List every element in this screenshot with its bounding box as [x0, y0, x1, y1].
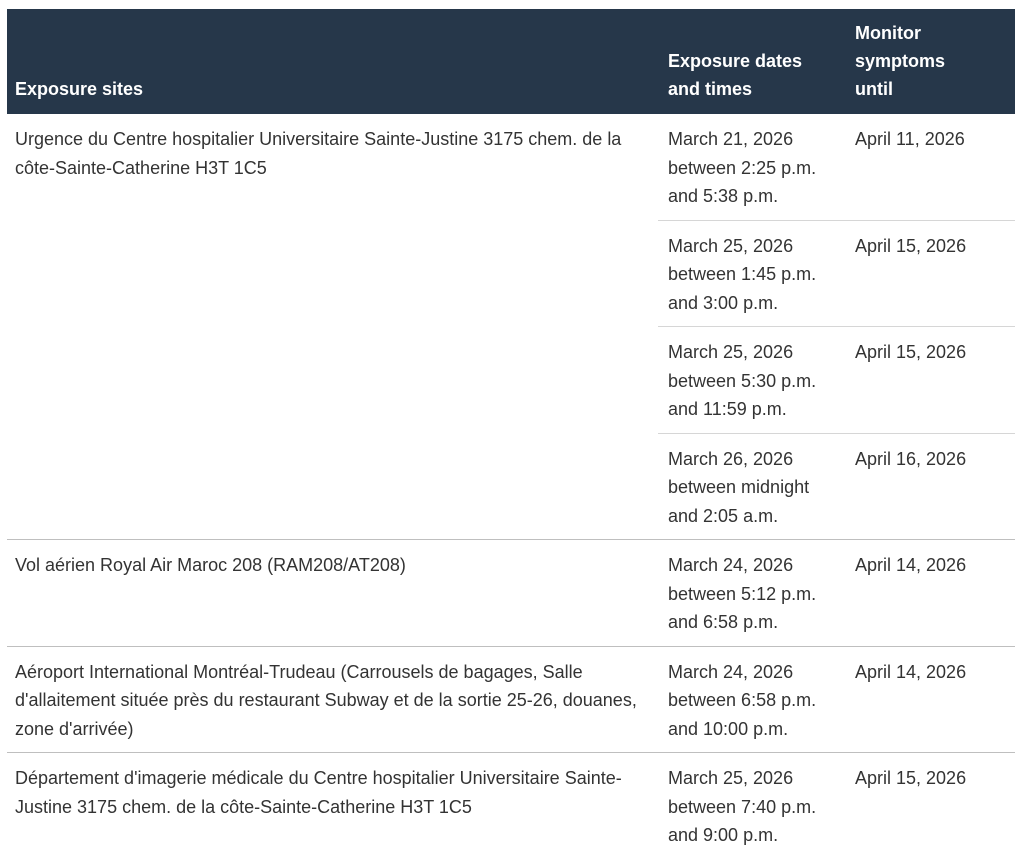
exposure-time-start: between 7:40 p.m.: [668, 796, 817, 817]
exposure-date: March 25, 2026: [668, 768, 794, 788]
header-dates-line-1: Exposure dates: [668, 51, 803, 71]
exposure-time-end: and 9:00 p.m.: [668, 825, 779, 845]
header-monitor-line-3: until: [855, 79, 893, 99]
site-cell: Aéroport International Montréal-Trudeau (Carrousels de bagages, Salle d'allaitement située près du restaurant Subway et de la sortie 25-26, douanes, zone d'arrivée): [7, 646, 658, 753]
site-cell: Urgence du Centre hospitalier Universitaire Sainte-Justine 3175 chem. de la côte-Sainte-Catherine H3T 1C5: [15, 129, 622, 178]
header-monitor-line-2: symptoms: [855, 51, 946, 71]
monitor-until-cell: April 14, 2026: [847, 646, 1015, 753]
exposure-time-end: and 3:00 p.m.: [668, 292, 779, 313]
exposure-sites-table: [7, 9, 1015, 859]
site-cell: Département d'imagerie médicale du Centre hospitalier Universitaire Sainte-Justine 3175 chem. de la côte-Sainte-Catherine H3T 1C5: [7, 753, 658, 859]
site-cell: Vol aérien Royal Air Maroc 208 (RAM208/AT208): [7, 540, 658, 647]
exposure-datetime-cell: [658, 753, 847, 859]
exposure-datetime-cell: [658, 327, 847, 434]
exposure-date: March 25, 2026: [668, 235, 794, 256]
exposure-time-start: between 2:25 p.m.: [668, 157, 817, 178]
header-monitor-symptoms-until: [847, 9, 1015, 114]
exposure-datetime-cell: [658, 646, 847, 753]
exposure-time-end: and 5:38 p.m.: [668, 186, 779, 206]
exposure-time-start: between 5:30 p.m.: [668, 370, 817, 391]
exposure-date: March 24, 2026: [668, 555, 794, 575]
header-monitor-line-1: Monitor: [855, 23, 921, 43]
table-row: [7, 646, 1015, 753]
exposure-datetime-cell: [658, 114, 847, 220]
exposure-date: March 24, 2026: [668, 661, 794, 682]
monitor-until-cell: April 11, 2026: [855, 129, 965, 149]
exposure-time-start: between 5:12 p.m.: [668, 583, 817, 604]
exposure-date: March 25, 2026: [668, 342, 794, 362]
monitor-until-cell: April 15, 2026: [847, 220, 1015, 327]
monitor-until-cell: April 14, 2026: [847, 540, 1015, 647]
exposure-time-end: and 11:59 p.m.: [668, 399, 787, 419]
monitor-until-cell: April 16, 2026: [847, 433, 1015, 540]
exposure-datetime-cell: [658, 220, 847, 327]
exposure-time-start: between 1:45 p.m.: [668, 264, 817, 284]
exposure-date: March 26, 2026: [668, 448, 794, 469]
header-dates-line-2: and times: [668, 79, 753, 99]
exposure-time-end: and 10:00 p.m.: [668, 718, 789, 739]
exposure-datetime-cell: [658, 540, 847, 647]
table-header: [7, 9, 1015, 114]
exposure-datetime-cell: [658, 433, 847, 540]
exposure-time-start: between midnight: [668, 477, 810, 497]
table-row: [7, 753, 1015, 859]
header-exposure-dates-times: [658, 9, 847, 114]
exposure-time-start: between 6:58 p.m.: [668, 690, 817, 710]
table-row: [7, 540, 1015, 647]
exposure-date: March 21, 2026: [668, 129, 794, 149]
table-body: [7, 114, 1015, 859]
header-row: [7, 9, 1015, 114]
monitor-until-cell: April 15, 2026: [847, 753, 1015, 859]
exposure-time-end: and 6:58 p.m.: [668, 612, 779, 632]
monitor-until-cell: April 15, 2026: [847, 327, 1015, 434]
table-row: [7, 114, 1015, 220]
header-exposure-sites: [7, 9, 658, 114]
header-exposure-sites-label: Exposure sites: [15, 79, 144, 99]
exposure-time-end: and 2:05 a.m.: [668, 505, 779, 526]
exposure-table-container: [7, 9, 1015, 859]
